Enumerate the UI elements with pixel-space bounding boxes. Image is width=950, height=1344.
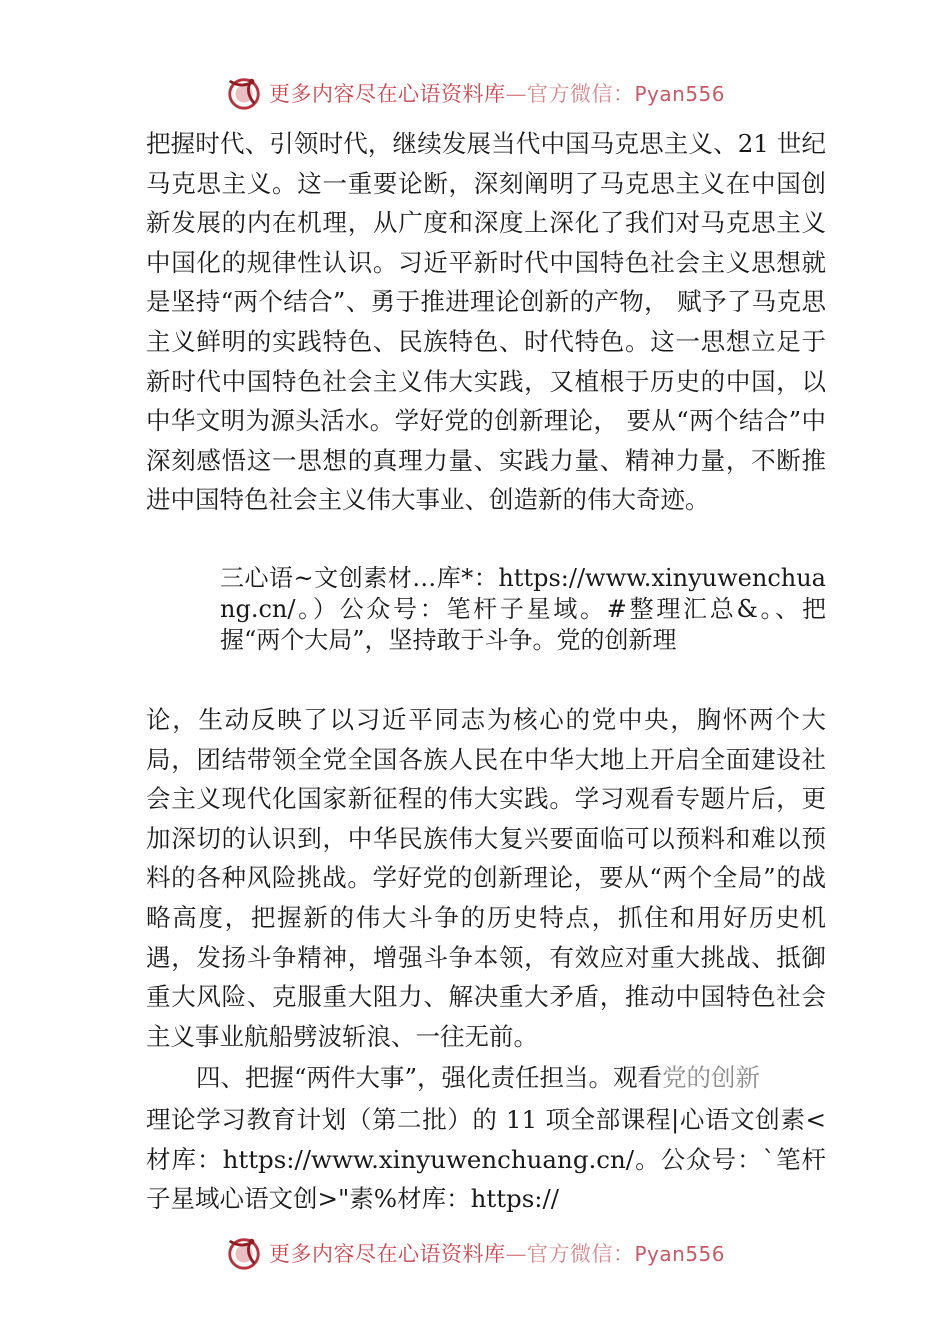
paragraph-5: 理论学习教育计划（第二批）的 11 项全部课程|心语文创素<材库：https://www.xinyuwenchuang.cn/。公众号：`笔杆子星域心语文创>"素%材库：https:// [146,1105,826,1214]
banner-text [269,78,725,108]
banner-title: 更多内容尽在心语资料库 [268,82,506,106]
paragraph-4-text: 四、把握“两件大事”，强化责任担当。观看 [196,1063,663,1092]
paragraph-1: 把握时代、引领时代，继续发展当代中国马克思主义、21 世纪马克思主义。这一重要论断，深刻阐明了马克思主义在中国创新发展的内在机理，从广度和深度上深化了我们对马克思主义中国化的规律性认识。习近平新时代中国特色社会主义思想就是坚持“两个结合”、勇于推进理论创新的产物， 赋予了马克思主义鲜明的实践特色、民族特色、时代特色。这一思想立足于新时代中国特色社会主义伟大实践，又植根于历史的中国，以中华文明为源头活水。学好党的创新理论， 要从“两个结合”中深刻感悟这一思想的真理力量、实践力量、精神力量，不断推进中国特色社会主义伟大事业、创造新的伟大奇迹。 [146,129,826,515]
header-watermark-banner [0,68,950,118]
footer-watermark-banner [0,1228,950,1278]
xinyu-logo-icon [225,1234,263,1272]
banner-wechat-id: Pyan556 [634,1242,725,1266]
banner-wechat-id: Pyan556 [634,82,725,106]
paragraph-4-faint-text: 党的创新 [662,1063,761,1092]
banner-wechat-label: —官方微信： [505,82,635,106]
banner-text [269,1238,725,1268]
paragraph-4-heading [146,1058,826,1098]
banner-title: 更多内容尽在心语资料库 [268,1242,506,1266]
paragraph-2-indented-block: 三心语~文创素材…库*：https://www.xinyuwenchuang.cn/。）公众号：笔杆子星域。#整理汇总&。、把握“两个大局”，坚持敢于斗争。党的创新理 [220,564,826,654]
banner-wechat-label: —官方微信： [505,1242,635,1266]
xinyu-logo-icon [225,74,263,112]
paragraph-3: 论，生动反映了以习近平同志为核心的党中央，胸怀两个大局，团结带领全党全国各族人民在中华大地上开启全面建设社会主义现代化国家新征程的伟大实践。学习观看专题片后，更加深切的认识到，中华民族伟大复兴要面临可以预料和难以预料的各种风险挑战。学好党的创新理论，要从“两个全局”的战略高度，把握新的伟大斗争的历史特点，抓住和用好历史机遇，发扬斗争精神，增强斗争本领，有效应对重大挑战、抵御重大风险、克服重大阻力、解决重大矛盾，推动中国特色社会主义事业航船劈波斩浪、一往无前。 [146,705,826,1051]
